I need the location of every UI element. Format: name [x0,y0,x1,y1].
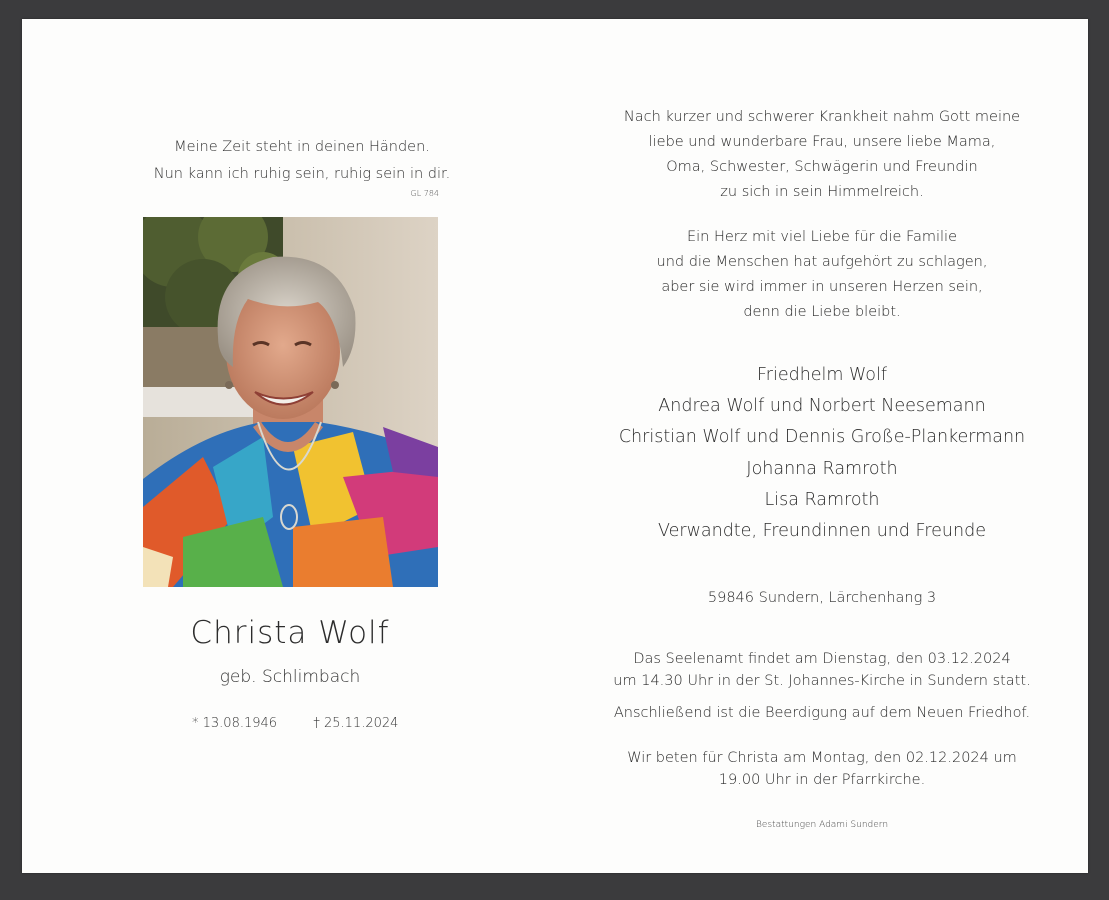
announcement-paragraph-1 [582,105,1062,205]
burial-info: Anschließend ist die Beerdigung auf dem Neuen Friedhof. [613,705,1031,721]
mourner: Verwandte, Freundinnen und Freunde [658,521,986,542]
text-line: Oma, Schwester, Schwägerin und Freundin [666,159,978,175]
text-line: aber sie wird immer in unseren Herzen sein, [661,279,983,295]
life-dates [192,716,398,731]
text-line: Wir beten für Christa am Montag, den 02.12.2024 um [627,750,1017,766]
mourners-list [582,360,1062,547]
text-line: zu sich in sein Himmelreich. [720,184,924,200]
text-line: liebe und wunderbare Frau, unsere liebe Mama, [648,134,996,150]
text-line: denn die Liebe bleibt. [743,304,901,320]
obituary-card [22,19,1088,873]
text-line: um 14.30 Uhr in der St. Johannes-Kirche in Sundern statt. [613,673,1031,689]
verse [142,134,462,188]
text-line: und die Menschen hat aufgehört zu schlagen, [656,254,988,270]
birth-date: * 13.08.1946 [192,716,278,731]
prayer-info [582,747,1062,791]
text-line: Ein Herz mit viel Liebe für die Familie [686,229,958,245]
verse-line: Meine Zeit steht in deinen Händen. [174,139,430,155]
mourner: Friedhelm Wolf [756,365,888,385]
mourner: Johanna Ramroth [746,458,898,479]
death-date: † 25.11.2024 [313,716,399,731]
deceased-name: Christa Wolf [190,615,390,651]
portrait-photo [143,217,438,587]
mourner: Andrea Wolf und Norbert Neesemann [658,396,986,417]
text-line: 19.00 Uhr in der Pfarrkirche. [718,772,926,788]
mourner: Lisa Ramroth [764,489,880,510]
mourner: Christian Wolf und Dennis Große-Plankermann [618,427,1026,448]
text-line: Das Seelenamt findet am Dienstag, den 03.12.2024 [633,651,1011,667]
address: 59846 Sundern, Lärchenhang 3 [707,590,937,606]
portrait-image [143,217,438,587]
birth-name: geb. Schlimbach [219,667,361,687]
requiem-info [582,648,1062,692]
verse-reference: GL 784 [410,189,439,198]
verse-line: Nun kann ich ruhig sein, ruhig sein in dir. [153,166,451,182]
announcement-paragraph-2 [582,225,1062,325]
undertaker: Bestattungen Adami Sundern [755,820,889,830]
text-line: Nach kurzer und schwerer Krankheit nahm Gott meine [623,109,1021,125]
